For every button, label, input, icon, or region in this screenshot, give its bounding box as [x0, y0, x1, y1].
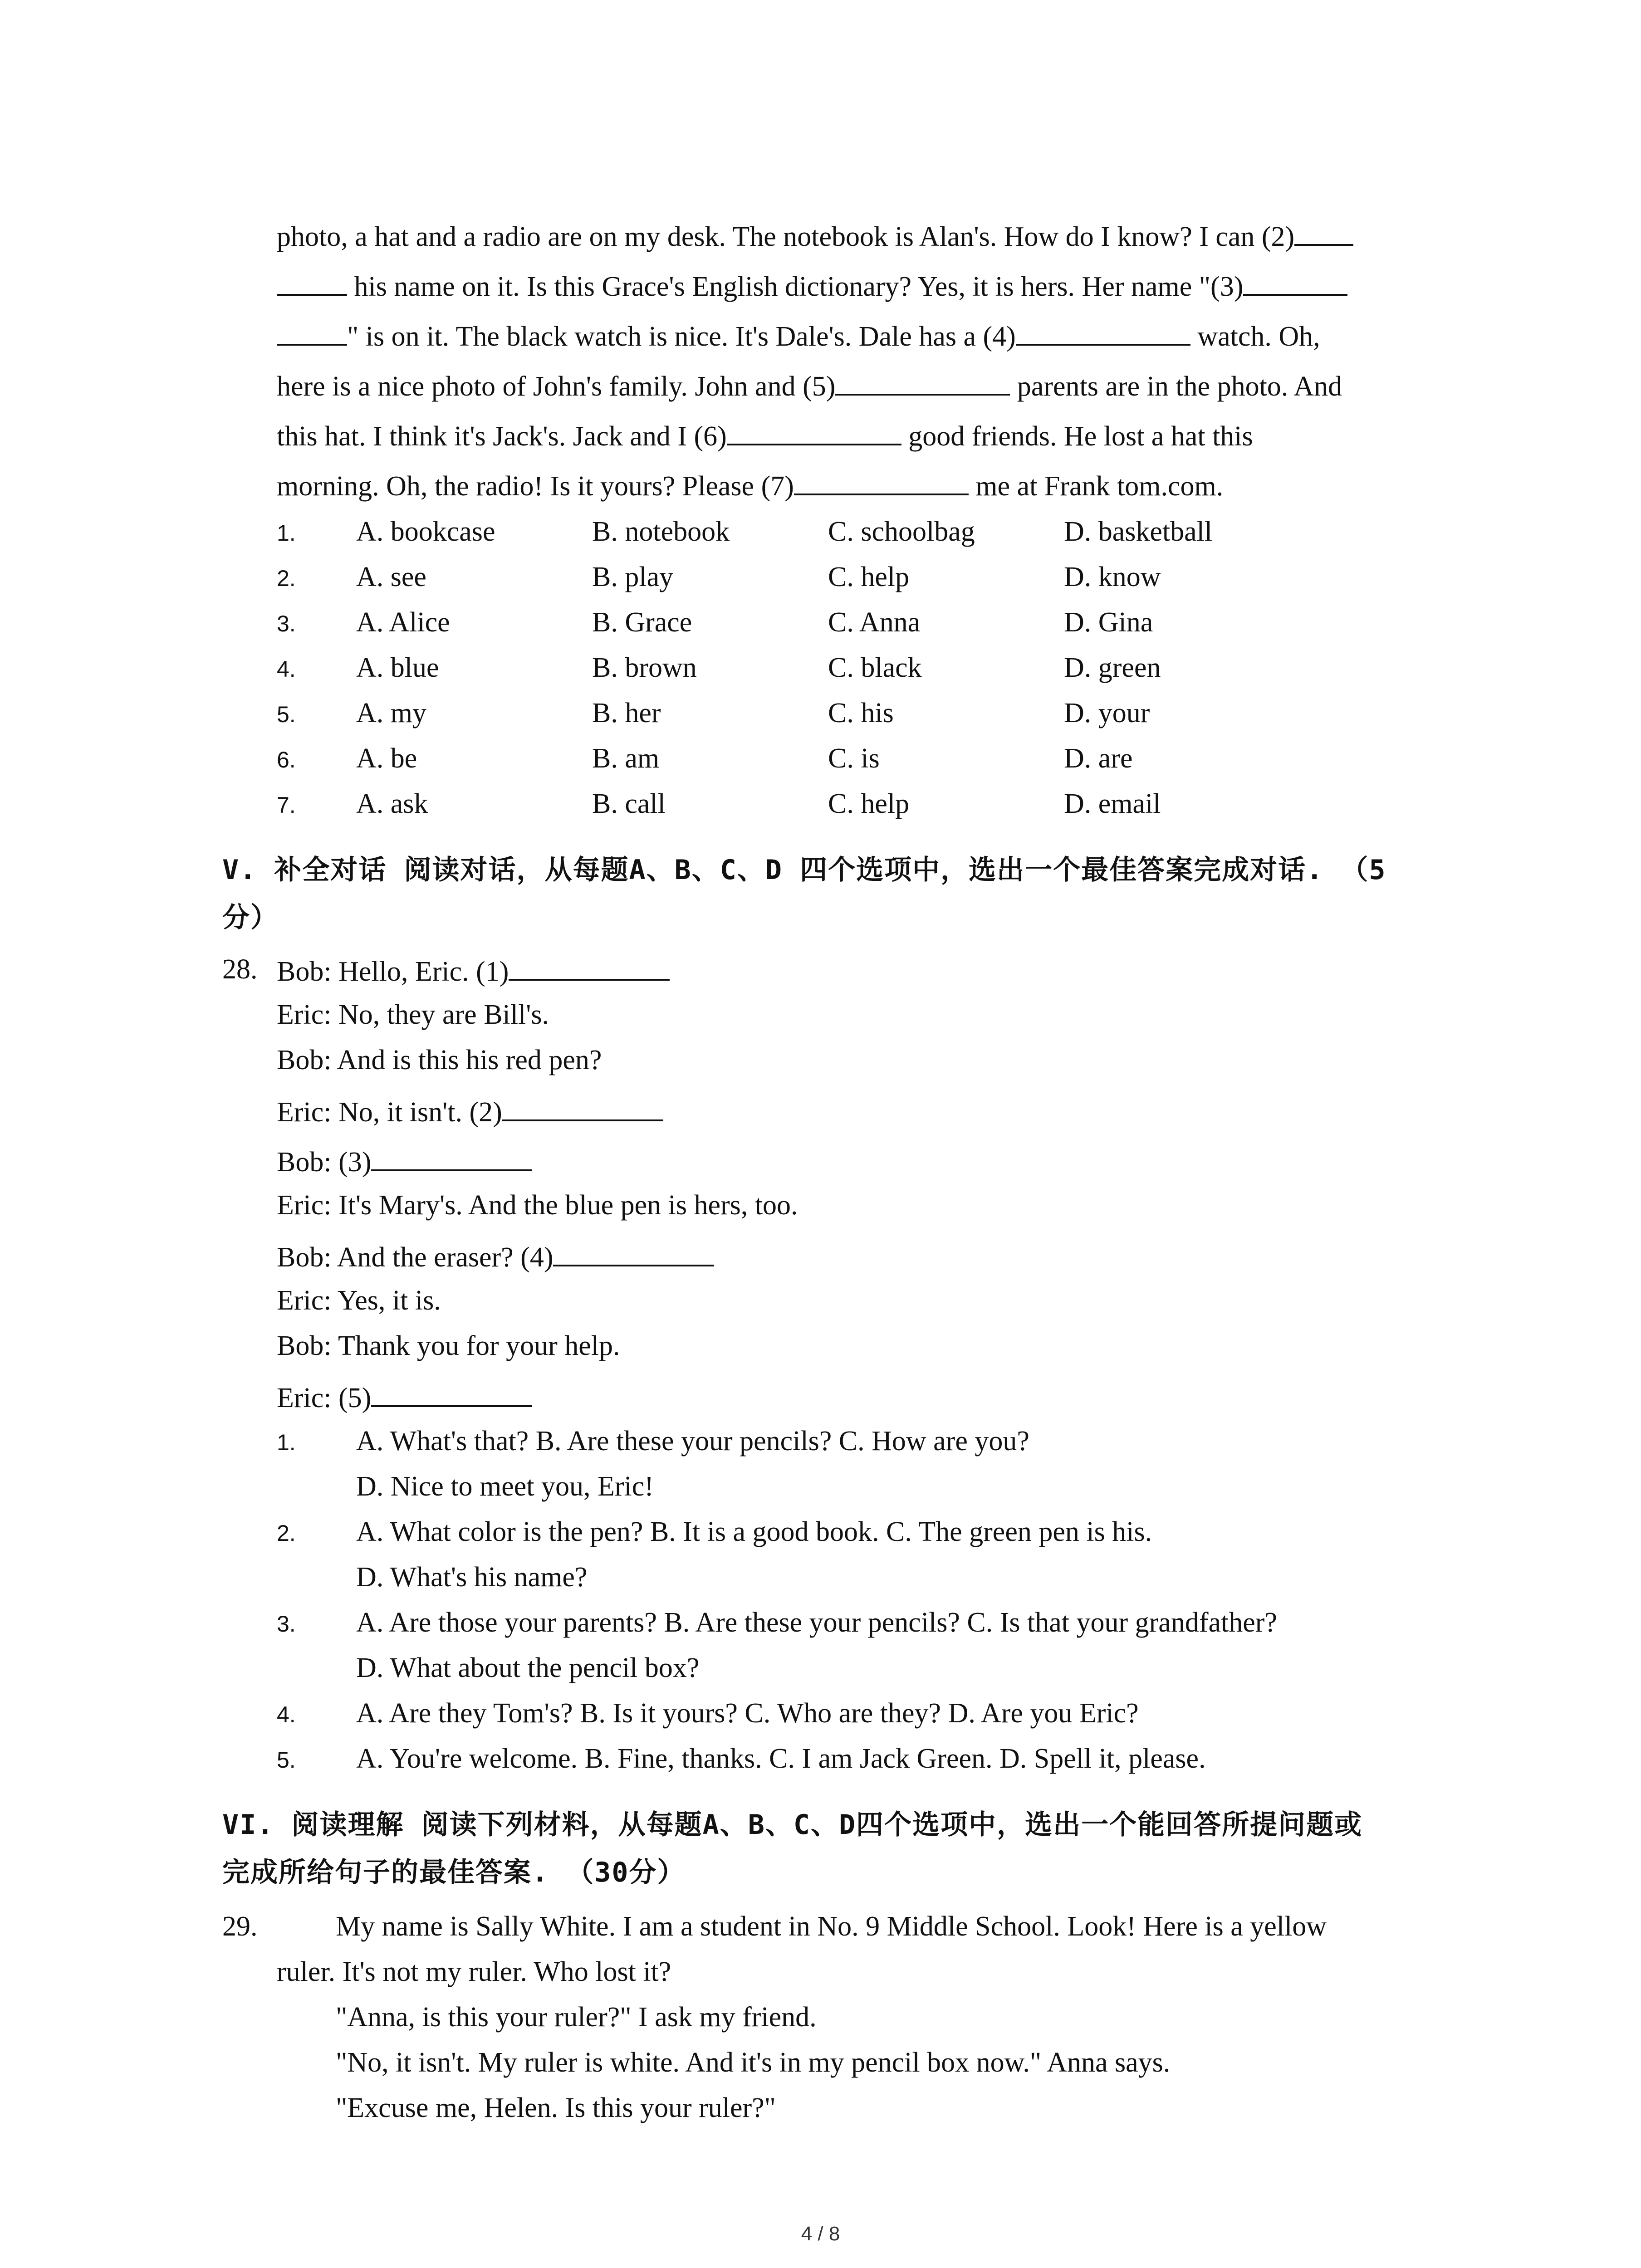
dialogue-blank-1 [509, 953, 670, 981]
dialogue-line-7: Bob: And the eraser? (4) [277, 1238, 714, 1274]
reading-line-5: "Excuse me, Helen. Is this your ruler?" [336, 2092, 776, 2123]
blank-2b [277, 268, 347, 296]
dialogue-line-2: Eric: No, they are Bill's. [277, 999, 549, 1030]
dialogue-blank-2 [502, 1093, 663, 1121]
reading-line-4: "No, it isn't. My ruler is white. And it's in my pencil box now." Anna says. [336, 2047, 1171, 2078]
document-page: photo, a hat and a radio are on my desk. The notebook is Alan's. How do I know? I can (2) his name on it. Is this Grace's English dictionary? Yes, it is hers. Her name "(3) " is on it. The black watch is nice. It's Dale's. Dale has a (4) watch. Oh, here is a nice photo of John's family. John and (5) parents are in the photo. And this hat. I think it's Jack's. Jack and I (6) good friends. He lost a hat this morning. Oh, the radio! Is it yours? Please (7) me at Frank tom.com. 1. A. bookcase B. notebook C. schoolbag D. basketball 2. A. see B. play C. help D. know 3. A. Alice B. Grace C. Anna D. Gina 4. A. blue B. brown C. black D. green 5. A. my B. her C. his D. your 6. A. be B. am C. is D. are 7. A. ask B. call C. help D. email V. 补全对话 阅读对话，从每题A、B、C、D 四个选项中，选出一个最佳答案完成对话. （5 分） 28. Bob: Hello, Eric. (1) Eric: No, they are Bill's. Bob: And is this his red pen? Eric: No, it isn't. (2) Bob: (3) Eric: It's Mary's. And the blue pen is hers, too. Bob: And the eraser? (4) Eric: Yes, it is. Bob: Thank you for your help. Eric: (5) 1. A. What's that? B. Are these your pencils? C. How are you? D. Nice to meet you, Eric! 2. A. What color is the pen? B. It is a good book. C. The green pen is his. D. What's his name? 3. A. Are those your parents? B. Are these your pencils? C. Is that your grandfather? D. What about the pencil box? 4. A. Are they Tom's? B. Is it yours? C. Who are they? D. Are you Eric? 5. A. You're welcome. B. Fine, thanks. C. I am Jack Green. D. Spell it, please. VI. 阅读理解 阅读下列材料，从每题A、B、C、D四个选项中，选出一个能回答所提问题或 完成所给句子的最佳答案. （30分） 29. My name is Sally White. I am a student in No. 9 Middle School. Look! Here is a yellow ruler. It's not my ruler. Who lost it? "Anna, is this your ruler?" I ask my friend. "No, it isn't. My ruler is white. And it's in my pencil box now." Anna says. "Excuse me, Helen. Is this your ruler?" 4 / 8 [0, 0, 1641, 2268]
blank-4 [1016, 318, 1190, 346]
question-number: 28. [222, 954, 258, 985]
dialogue-line-4: Eric: No, it isn't. (2) [277, 1093, 663, 1129]
blank-7 [794, 467, 969, 495]
reading-line-1: My name is Sally White. I am a student in No. 9 Middle School. Look! Here is a yellow [336, 1911, 1327, 1942]
blank-3a [1243, 268, 1347, 296]
section-5-heading-line-2: 分） [222, 902, 279, 934]
passage-line-3: " is on it. The black watch is nice. It's Dale's. Dale has a (4) watch. Oh, [277, 318, 1320, 353]
dialogue-blank-3 [371, 1143, 532, 1171]
dialogue-line-6: Eric: It's Mary's. And the blue pen is hers, too. [277, 1190, 798, 1221]
blank-2a [1294, 218, 1353, 246]
passage-line-2: his name on it. Is this Grace's English dictionary? Yes, it is hers. Her name "(3) [277, 268, 1347, 303]
section-6-heading-line-2: 完成所给句子的最佳答案. （30分） [222, 1857, 686, 1888]
dialogue-line-8: Eric: Yes, it is. [277, 1285, 441, 1316]
section-6-heading-line-1: VI. 阅读理解 阅读下列材料，从每题A、B、C、D四个选项中，选出一个能回答所提问题或 [222, 1809, 1363, 1841]
reading-line-3: "Anna, is this your ruler?" I ask my friend. [336, 2002, 817, 2033]
passage-line-6: morning. Oh, the radio! Is it yours? Please (7) me at Frank tom.com. [277, 467, 1223, 503]
passage-line-4: here is a nice photo of John's family. John and (5) parents are in the photo. And [277, 367, 1342, 403]
page-number: 4 / 8 [801, 2223, 840, 2245]
question-number: 29. [222, 1911, 258, 1942]
dialogue-blank-4 [553, 1238, 714, 1266]
passage-line-5: this hat. I think it's Jack's. Jack and I (6) good friends. He lost a hat this [277, 417, 1253, 453]
dialogue-line-3: Bob: And is this his red pen? [277, 1045, 602, 1075]
dialogue-line-1: Bob: Hello, Eric. (1) [277, 953, 670, 988]
dialogue-line-5: Bob: (3) [277, 1143, 532, 1179]
blank-6 [727, 417, 901, 445]
blank-5 [835, 367, 1010, 396]
dialogue-line-9: Bob: Thank you for your help. [277, 1330, 620, 1361]
passage-line-1: photo, a hat and a radio are on my desk. The notebook is Alan's. How do I know? I can (2) [277, 218, 1353, 254]
blank-3b [277, 318, 347, 346]
dialogue-line-10: Eric: (5) [277, 1379, 532, 1415]
dialogue-blank-5 [371, 1379, 532, 1407]
reading-line-2: ruler. It's not my ruler. Who lost it? [277, 1956, 671, 1987]
section-5-heading-line-1: V. 补全对话 阅读对话，从每题A、B、C、D 四个选项中，选出一个最佳答案完成对话. （5 [222, 854, 1386, 886]
